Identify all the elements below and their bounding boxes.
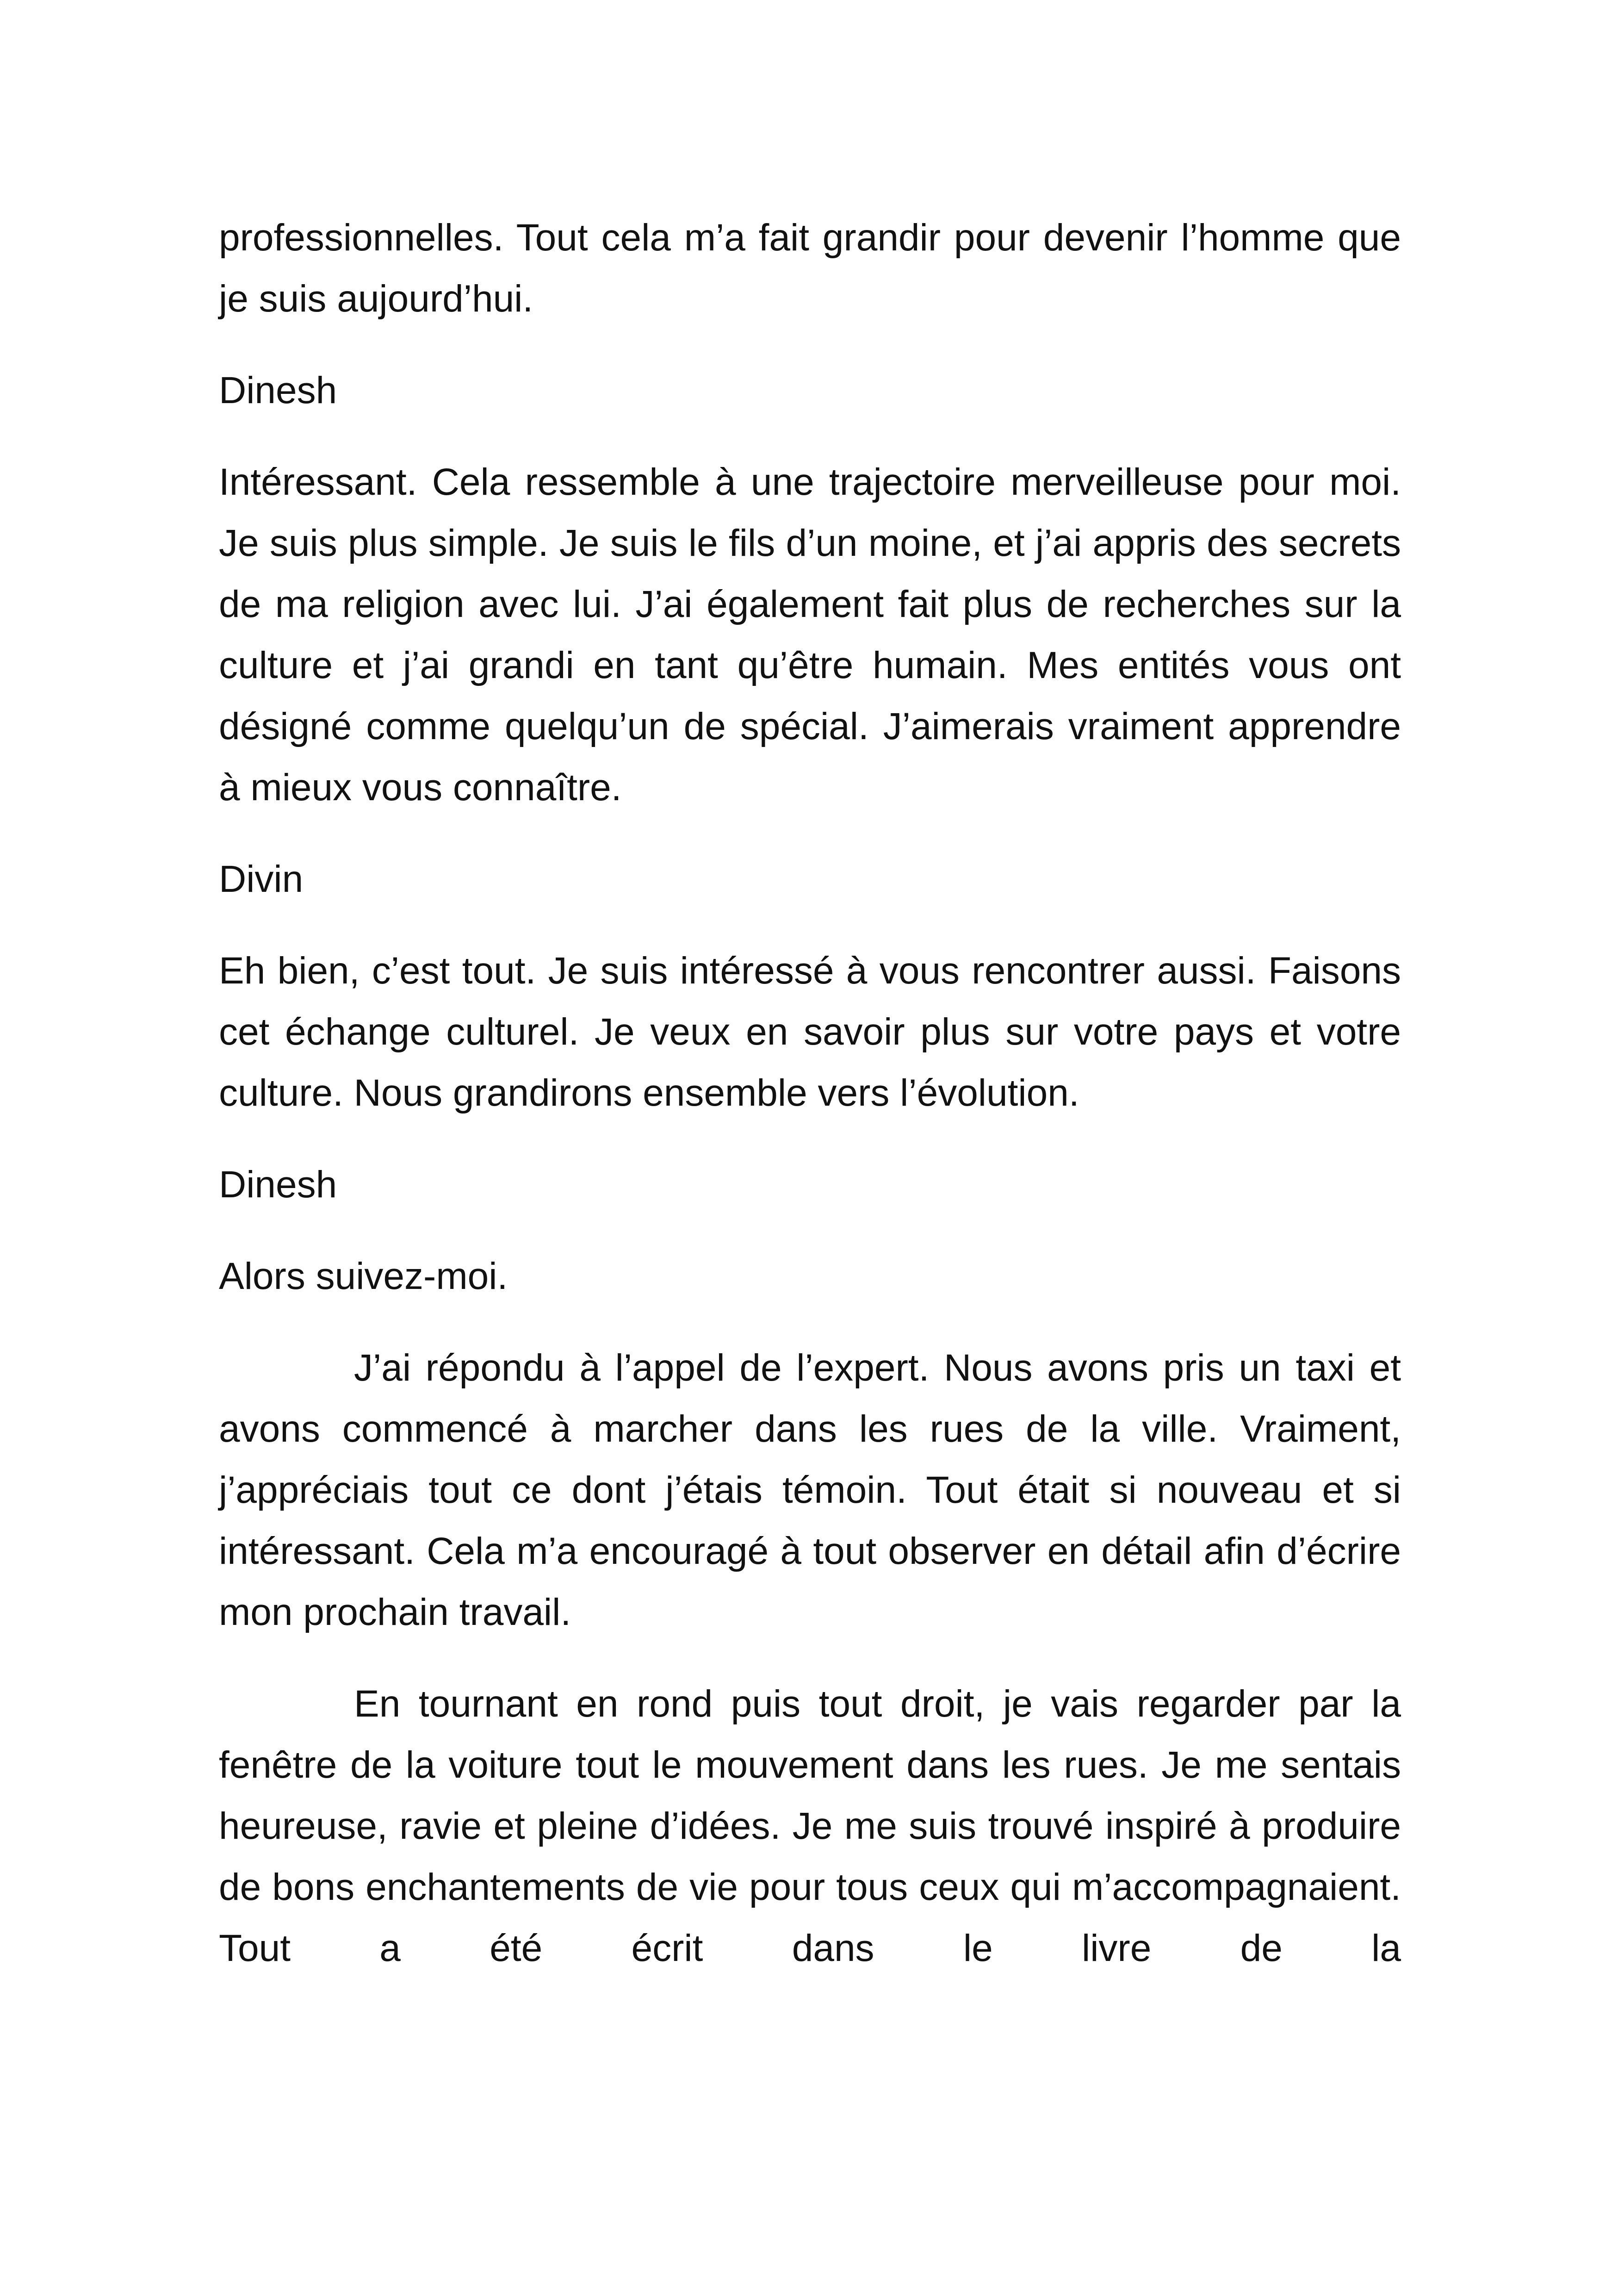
speaker-name-dinesh: Dinesh (219, 369, 337, 411)
speaker-name-divin: Divin (219, 858, 304, 900)
document-body (219, 207, 1401, 2010)
paragraph-divin-reply: Eh bien, c’est tout. Je suis intéressé à vous rencontrer aussi. Faisons cet échange culturel. Je veux en savoir plus sur votre pays et votre culture. Nous grandirons ensemble vers l’évolution. (219, 950, 1401, 1114)
paragraph-follow-me: Alors suivez-moi. (219, 1255, 508, 1297)
paragraph-narration-window: En tournant en rond puis tout droit, je vais regarder par la fenêtre de la voiture tout le mouvement dans les rues. Je me sentais heureuse, ravie et pleine d’idées. Je me suis trouvé inspiré à produire de bons enchantements de vie pour tous ceux qui m’accompagnaient. Tout a été écrit dans le livre de la (219, 1683, 1401, 1969)
paragraph-opening: professionnelles. Tout cela m’a fait grandir pour devenir l’homme que je suis aujourd’hui. (219, 217, 1401, 320)
speaker-name-dinesh-second: Dinesh (219, 1164, 337, 1206)
paragraph-dinesh-reply: Intéressant. Cela ressemble à une trajectoire merveilleuse pour moi. Je suis plus simple. Je suis le fils d’un moine, et j’ai appris des secrets de ma religion avec lui. J’ai également fait plus de recherches sur la culture et j’ai grandi en tant qu’être humain. Mes entités vous ont désigné comme quelqu’un de spécial. J’aimerais vraiment apprendre à mieux vous connaître. (219, 461, 1401, 809)
paragraph-narration-taxi: J’ai répondu à l’appel de l’expert. Nous avons pris un taxi et avons commencé à marcher dans les rues de la ville. Vraiment, j’appréciais tout ce dont j’étais témoin. Tout était si nouveau et si intéressant. Cela m’a encouragé à tout observer en détail afin d’écrire mon prochain travail. (219, 1347, 1401, 1633)
